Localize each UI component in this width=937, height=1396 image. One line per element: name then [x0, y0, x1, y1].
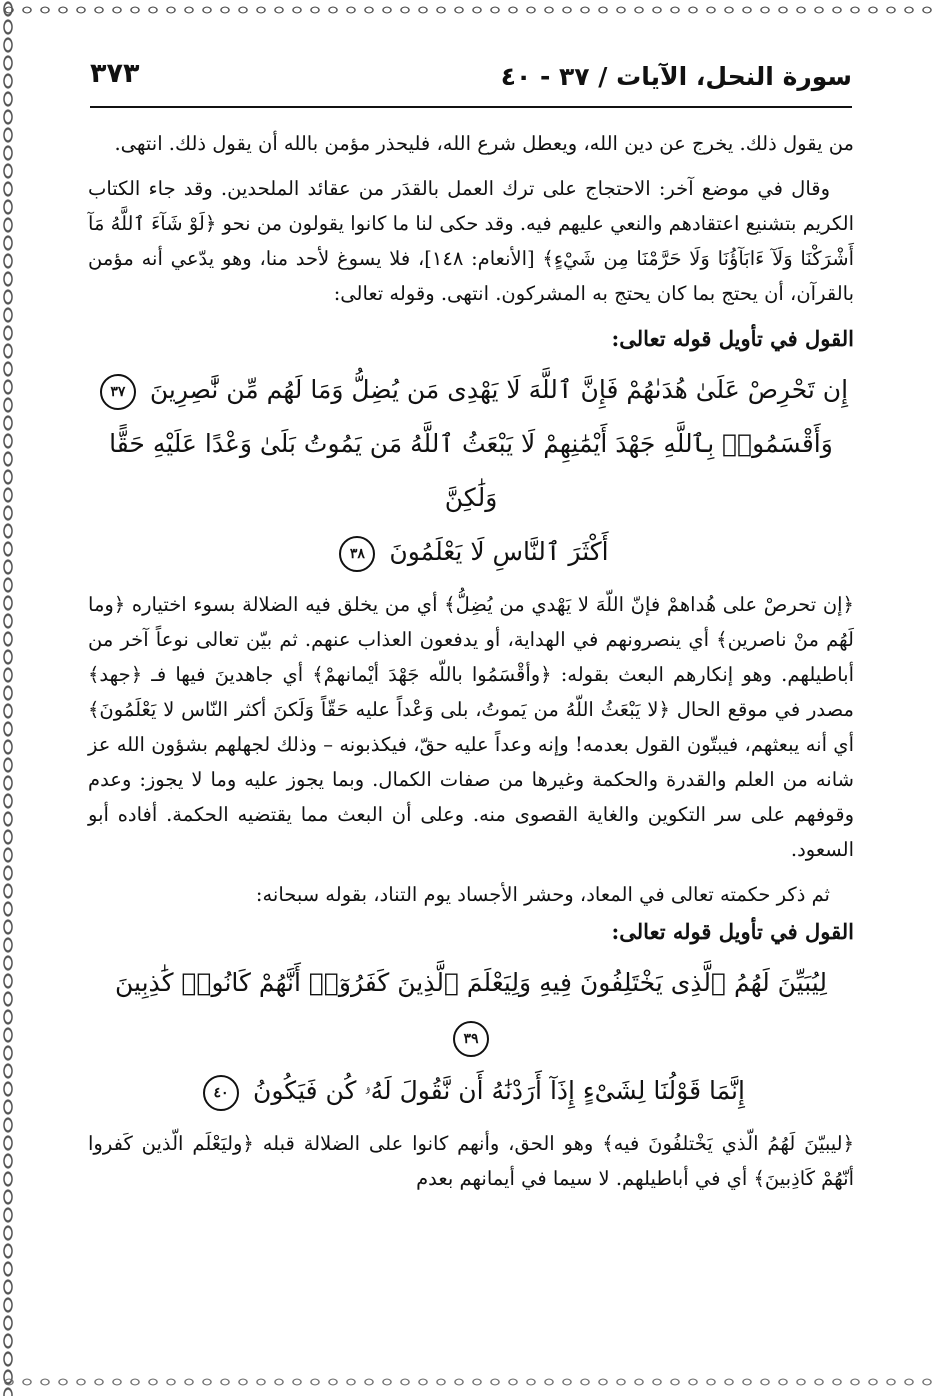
verse-text: إِن تَحْرِصْ عَلَىٰ هُدَىٰهُمْ فَإِنَّ ٱللَّهَ لَا يَهْدِى مَن يُضِلُّ وَمَا لَهُم مِّن نَّٰصِرِينَ [149, 375, 849, 404]
verse-block-1-line-1 [88, 363, 854, 417]
verse-text: وَأَقْسَمُوا۟ بِٱللَّهِ جَهْدَ أَيْمَٰنِهِمْ لَا يَبْعَثُ ٱللَّهُ مَن يَمُوتُ بَلَىٰ وَعْدًا عَلَيْهِ حَقًّا وَلَٰكِنَّ [109, 429, 833, 512]
running-title: سورة النحل، الآيات / ٣٧ - ٤٠ [500, 62, 852, 91]
ayah-number-marker: ٤٠ [203, 1075, 239, 1111]
verse-block-1-line-3 [88, 525, 854, 579]
verse-text: أَكْثَرَ ٱلنَّاسِ لَا يَعْلَمُونَ [389, 537, 609, 566]
verse-block-1-line-2 [88, 417, 854, 525]
page-body [88, 126, 854, 1196]
verse-text: إِنَّمَا قَوْلُنَا لِشَىْءٍ إِذَآ أَرَدْنَٰهُ أَن نَّقُولَ لَهُۥ كُن فَيَكُونُ [252, 1076, 745, 1105]
top-border-ornament [0, 0, 937, 22]
bottom-border-ornament [0, 1368, 937, 1396]
paragraph-5: ﴿ليبيّنَ لَهُمُ الّذي يَخْتلفُونَ فيه﴾ وهو الحق، وأنهم كانوا على الضلالة قبله ﴿وليَعْلَم الّذين كَفروا أنّهُمْ كَاذِبينَ﴾ أي في أباطيلهم. لا سيما في أيمانهم بعدم [88, 1132, 854, 1190]
paragraph-2: وقال في موضع آخر: الاحتجاج على ترك العمل بالقدَر من عقائد الملحدين. وقد جاء الكتاب الكريم بتشنيع اعتقادهم والنعي عليهم فيه. وقد حكى لنا ما كانوا يقولون من نحو ﴿لَوْ شَآءَ ٱللَّهُ مَآ أَشْرَكْنَا وَلَآ ءَابَآؤُنَا وَلَا حَرَّمْنَا مِن شَيْءٍ﴾ [الأنعام: ١٤٨]، فلا يسوغ لأحد منا، وهو يدّعي أنه مؤمن بالقرآن، أن يحتج بما كان يحتج به المشركون. انتهى. وقوله تعالى: [88, 177, 854, 305]
section-heading-1: القول في تأويل قوله تعالى: [611, 326, 854, 351]
left-border-ornament [0, 0, 16, 1396]
ayah-number-marker: ٣٩ [453, 1021, 489, 1057]
header-rule [90, 106, 852, 108]
verse-block-2-line-1 [88, 956, 854, 1064]
section-heading-2: القول في تأويل قوله تعالى: [611, 919, 854, 944]
page-header [90, 56, 852, 106]
paragraph-3: ﴿إن تحرصْ على هُداهمْ فإنّ اللّهَ لا يَهْدي من يُضِلُّ﴾ أي من يخلق فيه الضلالة بسوء اختياره ﴿وما لَهُم منْ ناصرين﴾ أي ينصرونهم في الهداية، أو يدفعون العذاب عنهم. ثم بيّن تعالى نوعاً آخر من أباطيلهم. وهو إنكارهم البعث بقوله: ﴿وأقْسَمُوا باللّه جَهْدَ أيْمانهمْ﴾ أي جاهدينَ فيها فـ ﴿جهد﴾ مصدر في موقع الحال ﴿لا يَبْعَثُ اللّهُ من يَموتُ، بلى وَعْداً عليه حَقّاً وَلَكنَ أكثر النّاس لا يَعْلَمُونَ﴾ أي أنه يبعثهم، فيبتّون القول بعدمه! وإنه وعداً عليه حقّ، فيكذبونه – وذلك لجهلهم بشؤون الله عز شانه من العلم والقدرة والحكمة وغيرها من صفات الكمال. وبما يجوز عليه وما لا يجوز: وعدم وقوفهم على سر التكوين والغاية القصوى منه. وعلى أن البعث مما يقتضيه الحكمة. أفاده أبو السعود. [88, 593, 854, 861]
paragraph-4: ثم ذكر حكمته تعالى في المعاد، وحشر الأجساد يوم التناد، بقوله سبحانه: [255, 883, 830, 906]
verse-block-2-line-2 [88, 1064, 854, 1118]
ayah-number-marker: ٣٧ [100, 374, 136, 410]
page-number: ٣٧٣ [90, 58, 140, 89]
paragraph-1: من يقول ذلك. يخرج عن دين الله، ويعطل شرع الله، فليحذر مؤمن بالله أن يقول ذلك. انتهى. [114, 132, 854, 155]
verse-text: لِيُبَيِّنَ لَهُمُ ٱلَّذِى يَخْتَلِفُونَ فِيهِ وَلِيَعْلَمَ ٱلَّذِينَ كَفَرُوٓا۟ أَنَّهُمْ كَانُوا۟ كَٰذِبِينَ [115, 968, 827, 997]
ayah-number-marker: ٣٨ [339, 536, 375, 572]
